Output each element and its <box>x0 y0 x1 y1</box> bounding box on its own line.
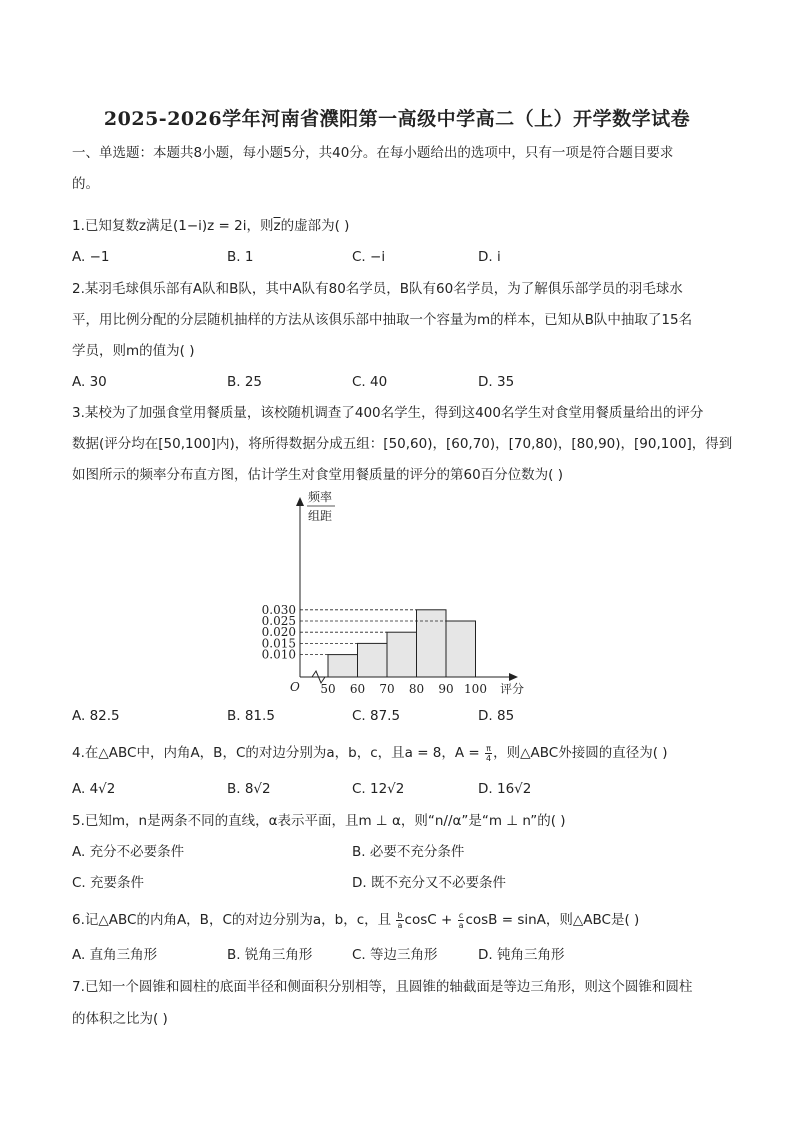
question-6-option-b[interactable]: B. 锐角三角形 <box>227 947 313 963</box>
question-6-option-a[interactable]: A. 直角三角形 <box>72 947 158 963</box>
question-2-line-2: 平，用比例分配的分层随机抽样的方法从该俱乐部中抽取一个容量为m的样本，已知从B队中抽取了15名 <box>72 312 693 328</box>
y-axis-label-numerator: 频率 <box>308 490 333 504</box>
x-tick-label-0: 50 <box>320 682 336 696</box>
y-axis-label-denominator: 组距 <box>308 509 333 523</box>
question-6-text-post: cosB = sinA，则△ABC是( ) <box>465 912 640 928</box>
question-4-frac-den: 4 <box>486 753 492 763</box>
question-5-option-c[interactable]: C. 充要条件 <box>72 875 145 891</box>
question-6-option-d[interactable]: D. 钝角三角形 <box>478 947 565 963</box>
question-1-option-a[interactable]: A. −1 <box>72 249 110 265</box>
question-1-conjugate-z: $\overline{z}$ <box>273 218 281 234</box>
question-5-option-b[interactable]: B. 必要不充分条件 <box>352 844 465 860</box>
question-4-text-post: ，则△ABC外接圆的直径为( ) <box>493 745 668 761</box>
question-4-option-b[interactable]: B. 8√2 <box>227 781 271 797</box>
y-tick-label-4: 0.030 <box>261 602 296 617</box>
question-3-line-2: 数据(评分均在[50,100]内)，将所得数据分成五组：[50,60)，[60,70)，[70,80)，[80,90)，[90,100]，得到 <box>72 436 733 452</box>
question-2-line-1: 2.某羽毛球俱乐部有A队和B队，其中A队有80名学员，B队有60名学员，为了解俱乐部学员的羽毛球水 <box>72 281 683 297</box>
question-6-frac2-den: a <box>458 920 464 930</box>
question-4-stem <box>72 743 668 763</box>
histogram-chart <box>250 487 540 709</box>
section-header-line-2: 的。 <box>72 176 99 192</box>
question-4-option-d[interactable]: D. 16√2 <box>478 781 532 797</box>
question-5-option-d[interactable]: D. 既不充分又不必要条件 <box>352 875 506 891</box>
question-1-text-post: 的虚部为( ) <box>280 218 350 234</box>
question-6-fraction-1 <box>396 911 403 930</box>
question-2-option-c[interactable]: C. 40 <box>352 374 388 390</box>
question-1-text-pre: 1.已知复数z满足(1−i)z = 2i，则 <box>72 218 274 234</box>
question-3-option-c[interactable]: C. 87.5 <box>352 708 401 724</box>
question-3-line-1: 3.某校为了加强食堂用餐质量，该校随机调查了400名学生，得到这400名学生对食堂用餐质量给出的评分 <box>72 405 704 421</box>
page-title: 2025-2026学年河南省濮阳第一高级中学高二（上）开学数学试卷 <box>103 108 691 130</box>
question-6-frac2-num: c <box>458 910 464 920</box>
question-6-stem <box>72 910 639 930</box>
x-tick-label-4: 90 <box>438 682 454 696</box>
x-tick-label-1: 60 <box>349 682 366 696</box>
question-3-option-d[interactable]: D. 85 <box>478 708 515 724</box>
question-6-text-mid: cosC + <box>404 912 453 928</box>
y-tick-label-2: 0.020 <box>261 625 296 640</box>
x-tick-label-3: 80 <box>408 682 425 696</box>
question-6-fraction-2 <box>458 911 465 930</box>
question-1-option-c[interactable]: C. −i <box>352 249 386 265</box>
question-2-option-a[interactable]: A. 30 <box>72 374 107 390</box>
histogram-bar-3 <box>417 610 447 677</box>
question-5-option-a[interactable]: A. 充分不必要条件 <box>72 844 185 860</box>
question-6-text-pre: 6.记△ABC的内角A，B，C的对边分别为a，b，c，且 <box>72 912 392 928</box>
x-tick-label-2: 70 <box>379 682 395 696</box>
x-axis-arrow <box>509 673 518 681</box>
histogram-bar-0 <box>328 655 358 677</box>
question-4-option-a[interactable]: A. 4√2 <box>72 781 116 797</box>
histogram-bar-1 <box>358 643 388 677</box>
question-5-stem: 5.已知m，n是两条不同的直线，α表示平面，且m ⊥ α，则“n//α”是“m ⊥ n”的( ) <box>72 813 566 829</box>
question-6-option-c[interactable]: C. 等边三角形 <box>352 947 438 963</box>
x-axis-label: 评分 <box>500 682 525 696</box>
histogram-bar-2 <box>387 632 417 677</box>
question-4-text-pre: 4.在△ABC中，内角A，B，C的对边分别为a，b，c，且a = 8，A = <box>72 745 480 761</box>
question-6-frac1-num: b <box>397 910 403 920</box>
question-4-fraction <box>485 744 492 763</box>
x-tick-label-5: 100 <box>464 682 487 696</box>
question-7-line-2: 的体积之比为( ) <box>72 1011 168 1027</box>
question-2-option-d[interactable]: D. 35 <box>478 374 515 390</box>
section-header-line-1: 一、单选题：本题共8小题，每小题5分，共40分。在每小题给出的选项中，只有一项是符合题目要求 <box>72 145 674 161</box>
question-1-option-d[interactable]: D. i <box>478 249 501 265</box>
y-tick-label-0: 0.010 <box>261 647 296 662</box>
histogram-svg <box>250 487 540 709</box>
question-2-line-3: 学员，则m的值为( ) <box>72 343 195 359</box>
question-2-option-b[interactable]: B. 25 <box>227 374 263 390</box>
y-tick-label-3: 0.025 <box>261 614 296 628</box>
y-axis-arrow <box>296 497 304 506</box>
question-6-frac1-den: a <box>397 920 403 930</box>
question-3-line-3: 如图所示的频率分布直方图，估计学生对食堂用餐质量的评分的第60百分位数为( ) <box>72 467 564 483</box>
question-4-frac-num: π <box>486 743 491 753</box>
origin-label: O <box>290 680 300 694</box>
question-3-option-b[interactable]: B. 81.5 <box>227 708 275 724</box>
y-tick-label-1: 0.015 <box>261 636 296 651</box>
histogram-bar-4 <box>446 621 476 677</box>
question-1-option-b[interactable]: B. 1 <box>227 249 254 265</box>
question-3-option-a[interactable]: A. 82.5 <box>72 708 120 724</box>
question-7-line-1: 7.已知一个圆锥和圆柱的底面半径和侧面积分别相等，且圆锥的轴截面是等边三角形，则这个圆锥和圆柱 <box>72 979 693 995</box>
question-1-stem <box>72 216 349 236</box>
question-4-option-c[interactable]: C. 12√2 <box>352 781 405 797</box>
